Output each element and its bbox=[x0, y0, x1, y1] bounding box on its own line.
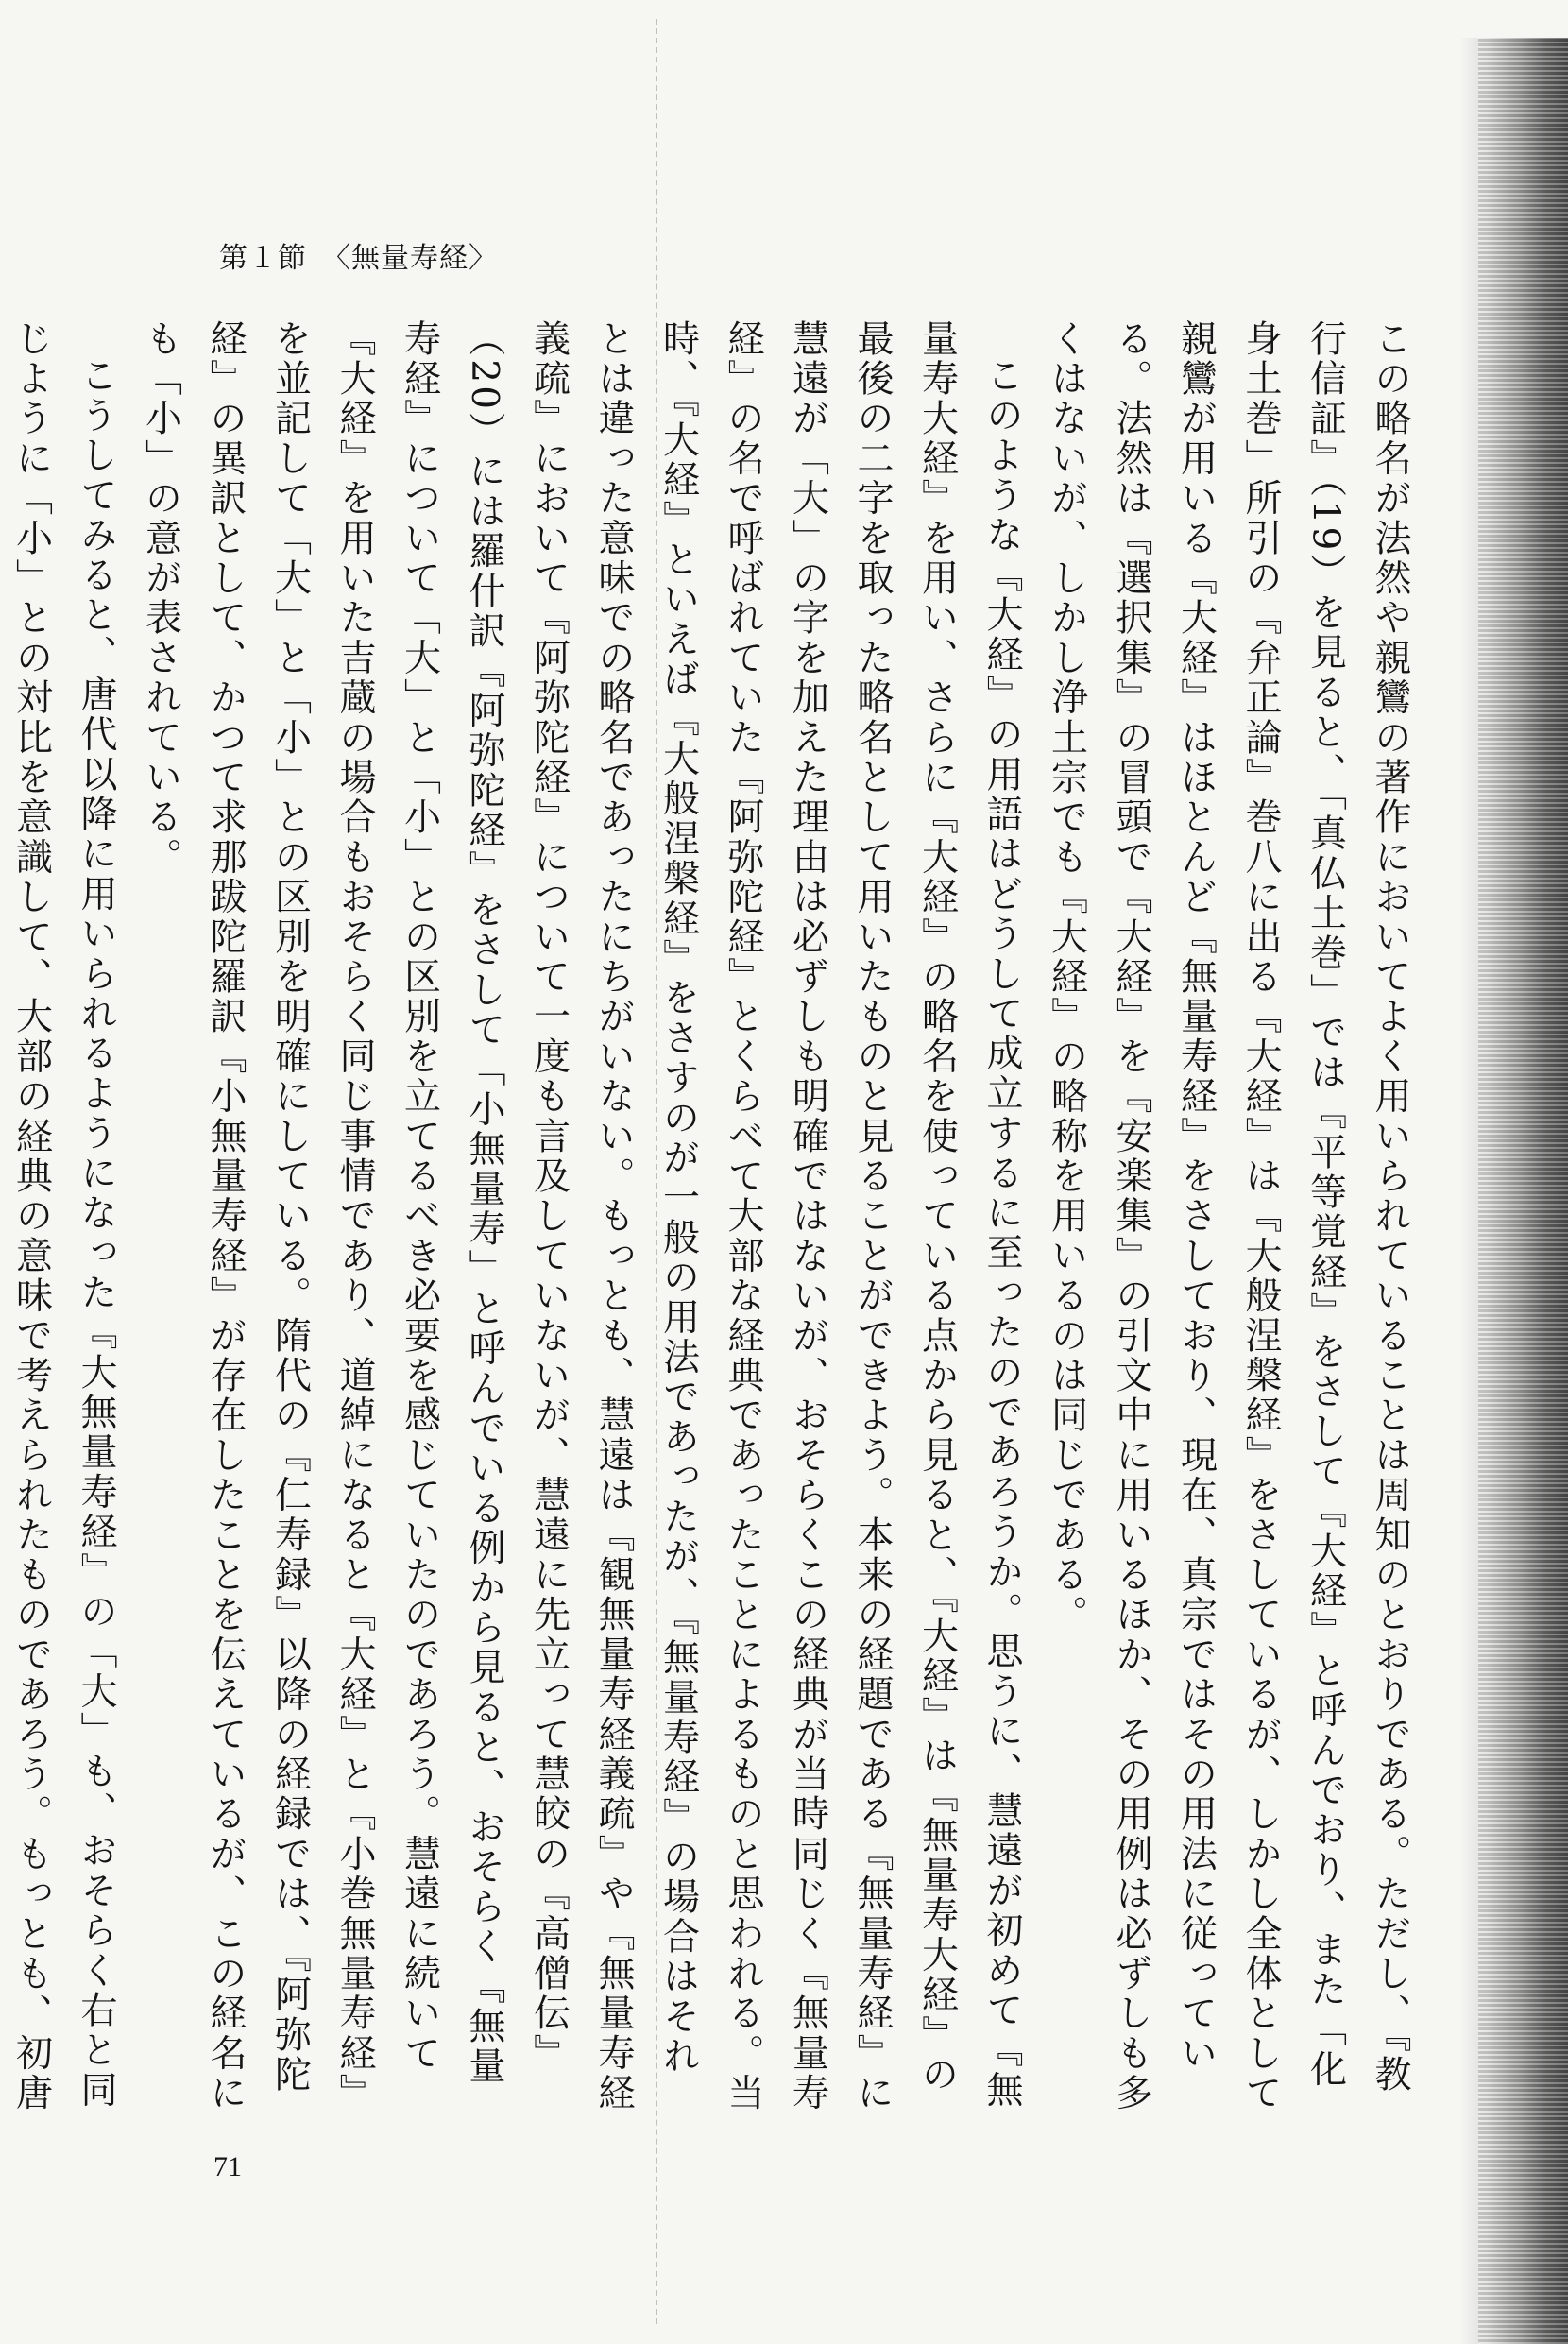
page-number: 71 bbox=[213, 2151, 242, 2182]
paragraph-3: こうしてみると、唐代以降に用いられるようになった『大無量寿経』の「大」も、おそらく右と同じように「小」との対比を意識して、大部の経典の意味で考えられたものであろう。もっとも、初唐 bbox=[9, 319, 117, 2113]
paragraph-2: このような『大経』の用語はどうして成立するに至ったのであろうか。思うに、慧遠が初めて『無量寿大経』を用い、さらに『大経』の略名を使っている点から見ると、『大経』は『無量寿大経』の最後の二字を取った略名として用いたものと見ることができよう。本来の経題である『無量寿経』に慧遠が「大」の字を加えた理由は必ずしも明確ではないが、おそらくこの経典が当時同じく『無量寿経』の名で呼ばれていた『阿弥陀経』とくらべて大部な経典であったことによるものと思われる。当時、『大経』といえば『大般涅槃経』をさすのが一般の用法であったが、『無量寿経』の場合はそれとは違った意味での略名であったにちがいない。もっとも、慧遠は『観無量寿経義疏』や『無量寿経義疏』において『阿弥陀経』について一度も言及していないが、慧遠に先立って慧皎の『高僧伝』（20）には羅什訳『阿弥陀経』をさして「小無量寿」と呼んでいる例から見ると、おそらく『無量寿経』について「大」と「小」との区別を立てるべき必要を感じていたのであろう。慧遠に続いて『大経』を用いた吉蔵の場合もおそらく同じ事情であり、道綽になると『大経』と『小巻無量寿経』を並記して「大」と「小」との区別を明確にしている。隋代の『仁寿録』以降の経録では、『阿弥陀経』の異訳として、かつて求那跋陀羅訳『小無量寿経』が存在したことを伝えているが、この経名にも「小」の意が表されている。 bbox=[139, 319, 1023, 2113]
running-head: 第１節 〈無量寿経〉 bbox=[219, 242, 498, 275]
body-text bbox=[9, 319, 1422, 2114]
paragraph-1: この略名が法然や親鸞の著作においてよく用いられていることは周知のとおりである。ただし、『教行信証』（19）を見ると、「真仏土巻」では『平等覚経』をさして『大経』と呼んでおり、また「化身土巻」所引の『弁正論』巻八に出る『大経』は『大般涅槃経』をさしているが、しかし全体として親鸞が用いる『大経』はほとんど『無量寿経』をさしており、現在、真宗ではその用法に従っている。法然は『選択集』の冒頭で『大経』を『安楽集』の引文中に用いるほか、その用例は必ずしも多くはないが、しかし浄土宗でも『大経』の略称を用いるのは同じである。 bbox=[1045, 319, 1411, 2113]
scan-edge-shadow bbox=[1459, 38, 1568, 2344]
